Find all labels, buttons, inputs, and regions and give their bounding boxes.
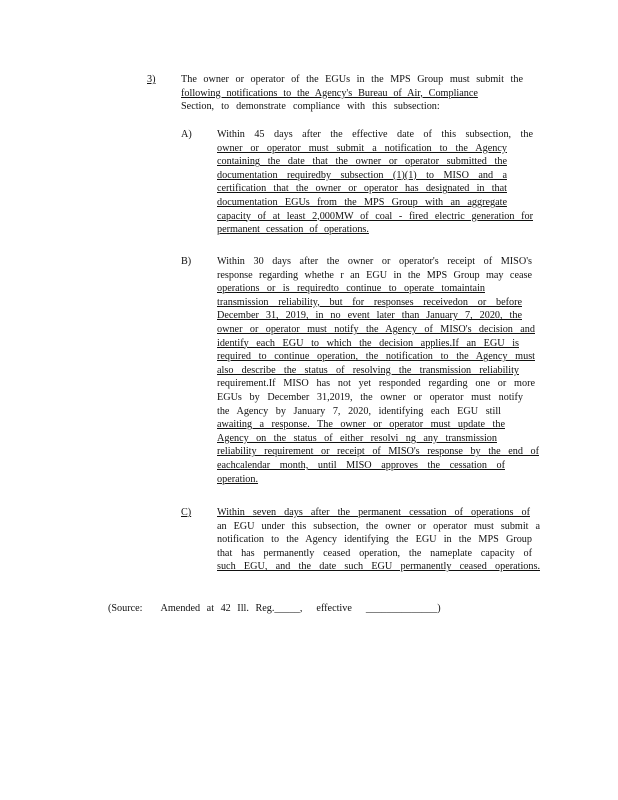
item-b-line-7: identify each EGU to which the decision applies.If an EGU is xyxy=(217,337,519,349)
source-blank-reg: _____, xyxy=(274,603,303,614)
item-b-line-2: response regarding whethe r an EGU in the MPS Group may cease xyxy=(217,269,532,281)
item-b-line-17: operation. xyxy=(217,473,259,485)
item-b-line-3: operations or is requiredto continue to operate tomaintain xyxy=(217,283,485,295)
item-c-line-3: notification to the Agency identifying the EGU in the MPS Group xyxy=(217,534,532,546)
item-a-text xyxy=(217,128,533,237)
item-b-line-10: requirement.If MISO has not yet responded regarding one or more xyxy=(217,378,535,390)
item-c-line-1: Within seven days after the permanent cessation of operations of xyxy=(217,507,530,518)
item-c-line-2: an EGU under this subsection, the owner or operator must submit a xyxy=(217,520,540,532)
item-b-line-15: reliability requirement or receipt of MISO's response by the end of xyxy=(217,446,539,458)
item-b-line-5: December 31, 2019, in no event later than January 7, 2020, the xyxy=(217,310,522,322)
source-effective: effective xyxy=(316,603,352,614)
item-c-label: C) xyxy=(181,507,192,518)
item-a-line-3: containing the date that the owner or operator submitted the xyxy=(217,156,507,168)
item-c-text xyxy=(217,506,540,574)
item-b-line-6: owner or operator must notify the Agency of MISO's decision and xyxy=(217,323,535,335)
source-amended: Amended at 42 Ill. Reg. xyxy=(160,603,275,614)
item-c-line-4: that has permanently ceased operation, the nameplate capacity of xyxy=(217,547,532,559)
item-b-line-11: EGUs by December 31,2019, the owner or operator must notify xyxy=(217,391,523,403)
item-a-line-6: documentation EGUs from the MPS Group with an aggregate xyxy=(217,196,507,208)
source-blank-date: ______________) xyxy=(365,603,441,614)
item-a-line-7: capacity of at least 2,000MW of coal - fired electric generation for xyxy=(217,210,533,222)
item-3-line-3: Section, to demonstrate compliance with this subsection: xyxy=(181,101,440,113)
item-a-line-2: owner or operator must submit a notification to the Agency xyxy=(217,142,507,154)
item-b-line-16: eachcalendar month, until MISO approves the cessation of xyxy=(217,459,505,471)
source-prefix: (Source: xyxy=(108,603,143,614)
item-b-line-12: the Agency by January 7, 2020, identifying each EGU still xyxy=(217,405,501,417)
item-b-line-4: transmission reliability, but for responses receivedon or before xyxy=(217,296,522,308)
item-b-line-13: awaiting a response. The owner or operator must update the xyxy=(217,419,505,431)
item-c-line-5: such EGU, and the date such EGU permanently ceased operations. xyxy=(217,561,540,573)
item-3-number: 3) xyxy=(147,74,156,85)
item-a-line-8: permanent cessation of operations. xyxy=(217,224,369,236)
item-3-line-1: The owner or operator of the EGUs in the MPS Group must submit the xyxy=(181,74,523,85)
item-a-line-4: documentation requiredby subsection (1)(1) to MISO and a xyxy=(217,169,507,181)
item-a-label: A) xyxy=(181,129,192,140)
item-b-label: B) xyxy=(181,256,192,267)
item-b-line-1: Within 30 days after the owner or operator's receipt of MISO's xyxy=(217,256,532,267)
source-note xyxy=(108,602,441,616)
item-3-text xyxy=(181,73,523,114)
item-b-line-14: Agency on the status of either resolvi ng any transmission xyxy=(217,432,497,444)
item-a-line-5: certification that the owner or operator has designated in that xyxy=(217,183,507,195)
item-b-line-8: required to continue operation, the notification to the Agency must xyxy=(217,351,535,363)
item-b-line-9: also describe the status of resolving the transmission reliability xyxy=(217,364,519,376)
item-3-line-2: following notifications to the Agency's Bureau of Air, Compliance xyxy=(181,87,478,99)
item-b-text xyxy=(217,255,540,486)
item-a-line-1: Within 45 days after the effective date of this subsection, the xyxy=(217,129,533,140)
